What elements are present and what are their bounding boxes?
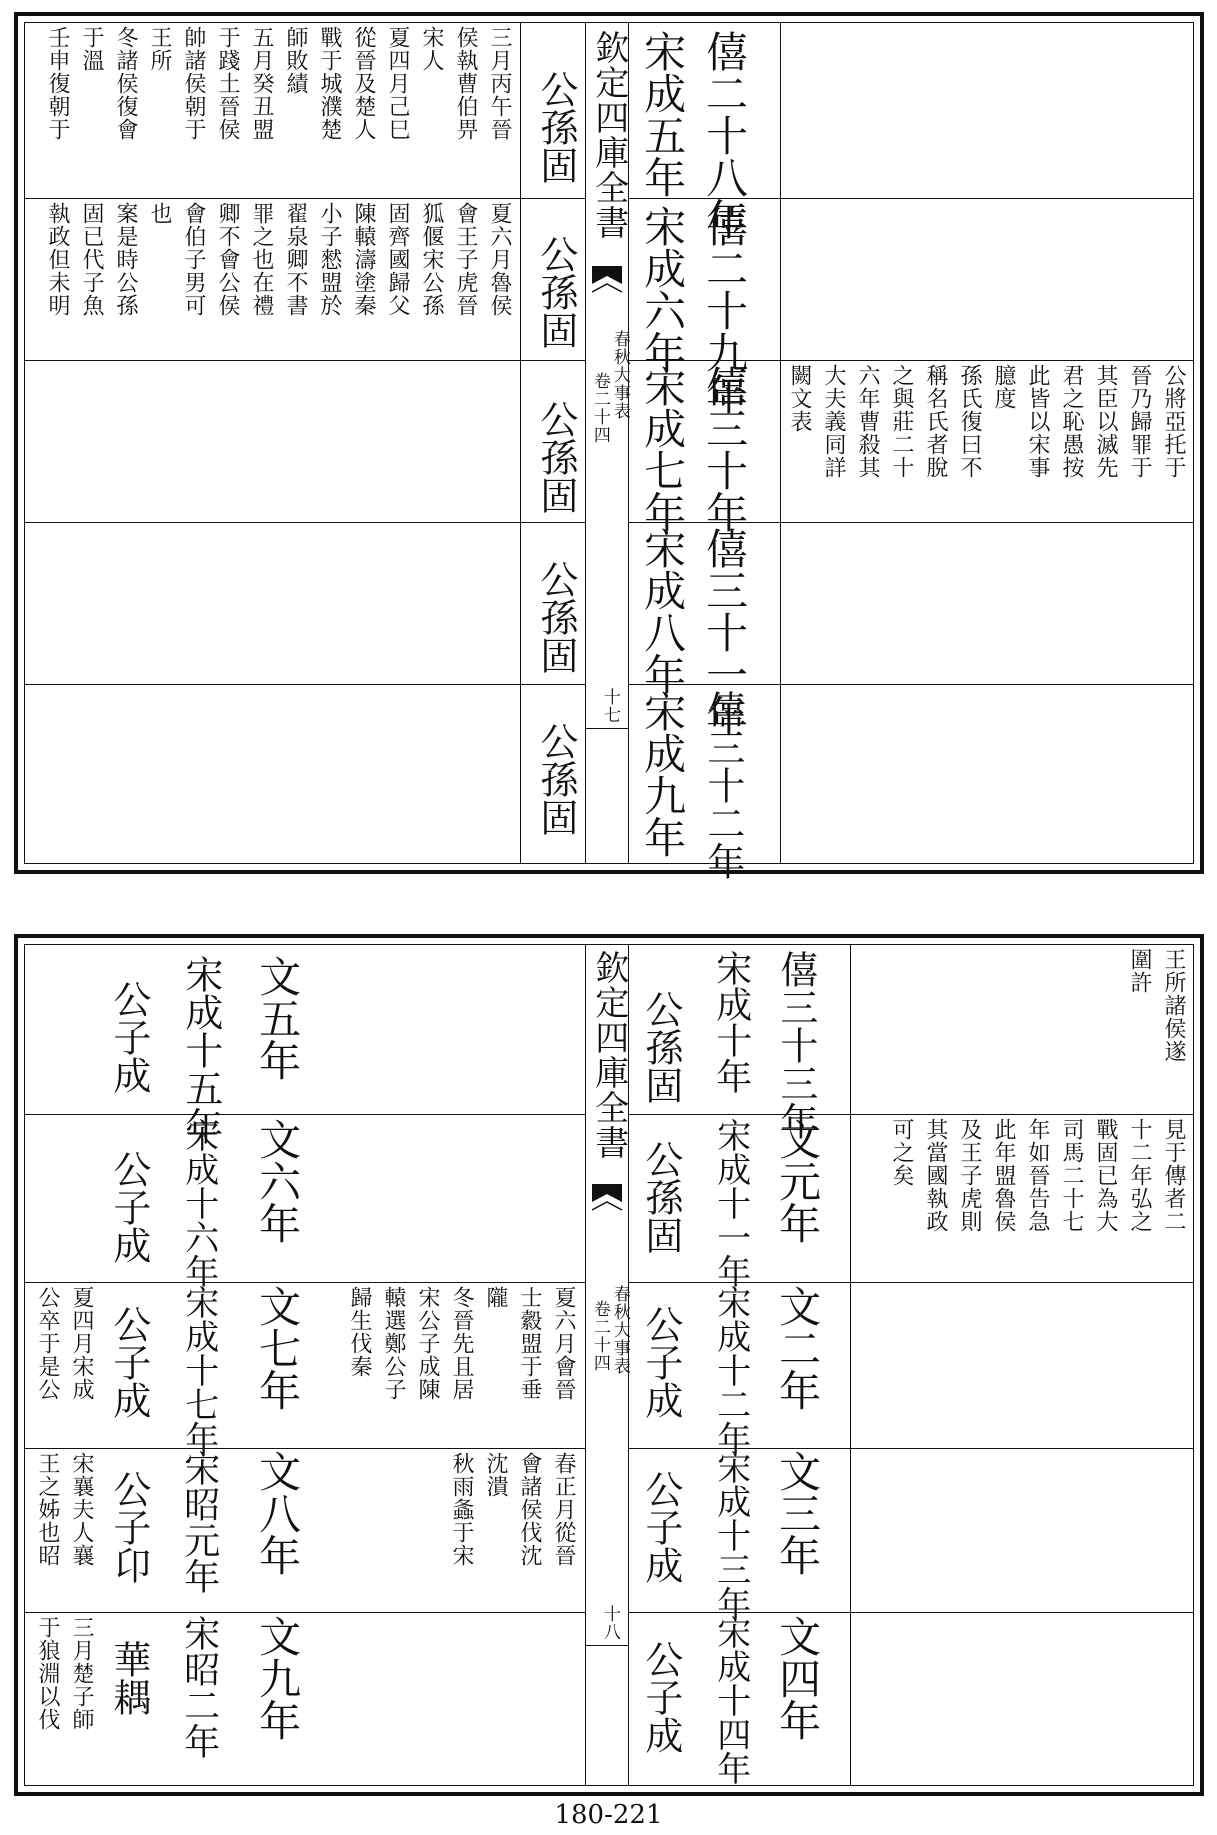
page-number: 180-221 <box>554 1800 663 1830</box>
bottom-left-row-divider <box>24 1448 585 1449</box>
top-left-r1-name: 公孫固 <box>533 70 578 184</box>
note-line: 可之矣 <box>889 1118 914 1187</box>
note-line: 三月丙午晉 <box>487 26 512 141</box>
top-banner-title: 欽定四庫全書 <box>588 30 629 240</box>
bottom-r1-note <box>854 946 1192 1112</box>
bottom-left-r5-name: 華耦 <box>106 1640 151 1716</box>
note-line: 冬諸侯復會 <box>113 26 138 141</box>
bottom-r4-note <box>420 1450 582 1608</box>
note-line: 隴 <box>483 1286 508 1309</box>
note-line: 夏四月己巳 <box>385 26 410 141</box>
bottom-left-r1-lu-year: 文五年 <box>253 955 303 1081</box>
bottom-left-r2-song-year: 宋成十六年 <box>178 1118 219 1288</box>
bottom-banner-left-rule <box>585 944 586 1786</box>
top-left-row-divider <box>24 198 585 199</box>
note-line: 翟泉卿不書 <box>283 202 308 317</box>
top-r4-song-year: 宋成八年 <box>638 527 688 695</box>
bottom-banner-leaf-rule <box>585 1645 628 1646</box>
top-r3-note <box>784 362 1192 520</box>
bottom-r1-name: 公孫固 <box>638 990 683 1104</box>
bottom-r4-song-year: 宋成十三年 <box>710 1450 751 1620</box>
top-left-r2-name: 公孫固 <box>533 235 578 349</box>
note-line: 士縠盟于垂 <box>517 1286 542 1401</box>
top-banner-leaf: 十七 <box>599 688 620 724</box>
note-line: 也 <box>147 202 172 225</box>
note-line: 秋雨螽于宋 <box>449 1452 474 1567</box>
top-left-r3-name: 公孫固 <box>533 400 578 514</box>
bottom-left-r4-lu-year: 文八年 <box>253 1450 303 1576</box>
top-r4-lu-year: 僖三十一年 <box>700 527 750 737</box>
bottom-left-r5-song-year: 宋昭二年 <box>178 1615 220 1759</box>
bottom-left-r4-song-year: 宋昭元年 <box>178 1450 220 1594</box>
note-line: 年如晉告急 <box>1025 1118 1050 1233</box>
note-line: 之與莊二十 <box>889 364 914 479</box>
note-line: 狐偃宋公孫 <box>419 202 444 317</box>
bottom-left-r1-song-year: 宋成十五年 <box>178 955 223 1145</box>
top-left-col-divider <box>520 22 521 864</box>
note-line: 固已代子魚 <box>79 202 104 317</box>
bottom-r3-lu-year: 文二年 <box>773 1285 823 1411</box>
note-line: 卿不會公侯 <box>215 202 240 317</box>
bottom-right-row-divider <box>628 1114 1194 1115</box>
bottom-r4-lu-year: 文三年 <box>773 1450 823 1576</box>
note-line: 其當國執政 <box>923 1118 948 1233</box>
note-line: 沈潰 <box>483 1452 508 1498</box>
note-line: 戰固已為大 <box>1093 1118 1118 1233</box>
top-left-r1-note <box>28 24 518 196</box>
bottom-left-r5-lu-year: 文九年 <box>253 1615 303 1741</box>
bottom-left-r3-lu-year: 文七年 <box>253 1285 303 1411</box>
note-line: 稱名氏者脫 <box>923 364 948 479</box>
note-line: 晉乃歸罪于 <box>1127 364 1152 479</box>
note-line: 宋襄夫人襄 <box>69 1452 94 1567</box>
note-line: 師敗績 <box>283 26 308 95</box>
top-left-row-divider <box>24 522 585 523</box>
bottom-left-r5-note <box>28 1614 100 1784</box>
top-r5-lu-year: 僖三十二年 <box>700 690 745 880</box>
note-line: 罪之也在禮 <box>249 202 274 317</box>
bottom-r2-name: 公孫固 <box>638 1140 683 1254</box>
note-line: 小子憖盟於 <box>317 202 342 317</box>
top-r3-song-year: 宋成七年 <box>638 365 688 533</box>
top-r2-lu-year: 僖二十九年 <box>700 205 750 415</box>
bottom-left-r2-name: 公子成 <box>106 1150 151 1264</box>
bottom-r2-note <box>854 1116 1192 1280</box>
bottom-r3-song-year: 宋成十二年 <box>710 1285 751 1455</box>
note-line: 君之恥愚按 <box>1059 364 1084 479</box>
note-line: 會伯子男可 <box>181 202 206 317</box>
note-line: 其臣以滅先 <box>1093 364 1118 479</box>
bottom-left-row-divider <box>24 1282 585 1283</box>
bottom-r5-name: 公子成 <box>638 1640 683 1754</box>
bottom-right-col-divider <box>850 944 851 1786</box>
note-line: 六年曹殺其 <box>855 364 880 479</box>
note-line: 宋人 <box>419 26 444 72</box>
note-line: 王所諸侯遂 <box>1161 948 1186 1063</box>
note-line: 轅選鄭公子 <box>381 1286 406 1401</box>
bottom-left-r3-name: 公子成 <box>106 1305 151 1419</box>
bottom-left-r4-note <box>28 1450 100 1608</box>
note-line: 司馬二十七 <box>1059 1118 1084 1233</box>
note-line: 孫氏復曰不 <box>957 364 982 479</box>
note-line: 戰于城濮楚 <box>317 26 342 141</box>
note-line: 固齊國歸父 <box>385 202 410 317</box>
bottom-fish-tail-ornament <box>590 1180 624 1214</box>
note-line: 侯執曹伯畀 <box>453 26 478 141</box>
note-line: 冬晉先且居 <box>449 1286 474 1401</box>
top-r3-lu-year: 僖三十年 <box>700 365 750 533</box>
top-banner-volume: 卷二十四 <box>589 372 610 444</box>
note-line: 大夫義同詳 <box>821 364 846 479</box>
bottom-r4-name: 公子成 <box>638 1470 683 1584</box>
note-line: 于踐土晉侯 <box>215 26 240 141</box>
note-line: 案是時公孫 <box>113 202 138 317</box>
top-r1-song-year: 宋成五年 <box>638 30 688 198</box>
bottom-r1-song-year: 宋成十年 <box>710 950 752 1094</box>
note-line: 從晉及楚人 <box>351 26 376 141</box>
note-line: 闕文表 <box>787 364 812 433</box>
note-line: 王所 <box>147 26 172 72</box>
bottom-r5-song-year: 宋成十四年 <box>710 1615 751 1785</box>
top-left-r2-note <box>28 200 518 358</box>
note-line: 三月楚子師 <box>69 1616 94 1731</box>
note-line: 歸生伐秦 <box>347 1286 372 1378</box>
note-line: 公將亞托于 <box>1161 364 1186 479</box>
top-banner-left-rule <box>585 22 586 864</box>
top-r2-song-year: 宋成六年 <box>638 205 688 373</box>
top-banner-leaf-rule <box>585 728 628 729</box>
bottom-left-row-divider <box>24 1612 585 1613</box>
note-line: 執政但未明 <box>45 202 70 317</box>
note-line: 圍許 <box>1127 948 1152 994</box>
note-line: 臆度 <box>991 364 1016 410</box>
note-line: 于狼淵以伐 <box>35 1616 60 1731</box>
note-line: 見于傳者二 <box>1161 1118 1186 1233</box>
note-line: 會王子虎晉 <box>453 202 478 317</box>
note-line: 宋公子成陳 <box>415 1286 440 1401</box>
top-banner-book-title: 春秋大事表 <box>609 330 630 420</box>
note-line: 夏六月魯侯 <box>487 202 512 317</box>
bottom-banner-title: 欽定四庫全書 <box>588 950 629 1160</box>
top-left-r4-name: 公孫固 <box>533 560 578 674</box>
bottom-left-r3-song-year: 宋成十七年 <box>178 1285 219 1455</box>
note-line: 于溫 <box>79 26 104 72</box>
bottom-banner-leaf: 十八 <box>599 1605 620 1641</box>
top-r5-song-year: 宋成九年 <box>638 690 688 858</box>
bottom-r3-note <box>340 1284 582 1444</box>
note-line: 此年盟魯侯 <box>991 1118 1016 1233</box>
note-line: 此皆以宋事 <box>1025 364 1050 479</box>
bottom-r1-lu-year: 僖三十三年 <box>773 950 818 1140</box>
note-line: 王之姊也昭 <box>35 1452 60 1567</box>
note-line: 壬申復朝于 <box>45 26 70 141</box>
note-line: 公卒于是公 <box>35 1286 60 1401</box>
bottom-r2-song-year: 宋成十一年 <box>710 1118 751 1288</box>
bottom-left-r4-name: 公子卬 <box>106 1470 151 1584</box>
note-line: 夏六月會晉 <box>551 1286 576 1401</box>
top-left-row-divider <box>24 360 585 361</box>
top-r1-lu-year: 僖二十八年 <box>700 30 750 240</box>
note-line: 會諸侯伐沈 <box>517 1452 542 1567</box>
top-right-col-divider <box>780 22 781 864</box>
top-left-r5-name: 公孫固 <box>533 722 578 836</box>
note-line: 陳轅濤塗秦 <box>351 202 376 317</box>
top-left-row-divider <box>24 684 585 685</box>
bottom-r3-name: 公子成 <box>638 1305 683 1419</box>
note-line: 及王子虎則 <box>957 1118 982 1233</box>
note-line: 夏四月宋成 <box>69 1286 94 1401</box>
note-line: 春正月從晉 <box>551 1452 576 1567</box>
bottom-banner-volume: 卷二十四 <box>589 1300 610 1372</box>
bottom-left-row-divider <box>24 1114 585 1115</box>
top-fish-tail-ornament <box>590 262 624 296</box>
bottom-left-r2-lu-year: 文六年 <box>253 1118 303 1244</box>
note-line: 十二年弘之 <box>1127 1118 1152 1233</box>
bottom-left-r3-note <box>28 1284 100 1444</box>
note-line: 五月癸丑盟 <box>249 26 274 141</box>
bottom-left-r1-name: 公子成 <box>106 980 151 1094</box>
note-line: 帥諸侯朝于 <box>181 26 206 141</box>
bottom-banner-book-title: 春秋大事表 <box>609 1285 630 1375</box>
bottom-r2-lu-year: 文元年 <box>773 1118 823 1244</box>
bottom-r5-lu-year: 文四年 <box>773 1615 823 1741</box>
